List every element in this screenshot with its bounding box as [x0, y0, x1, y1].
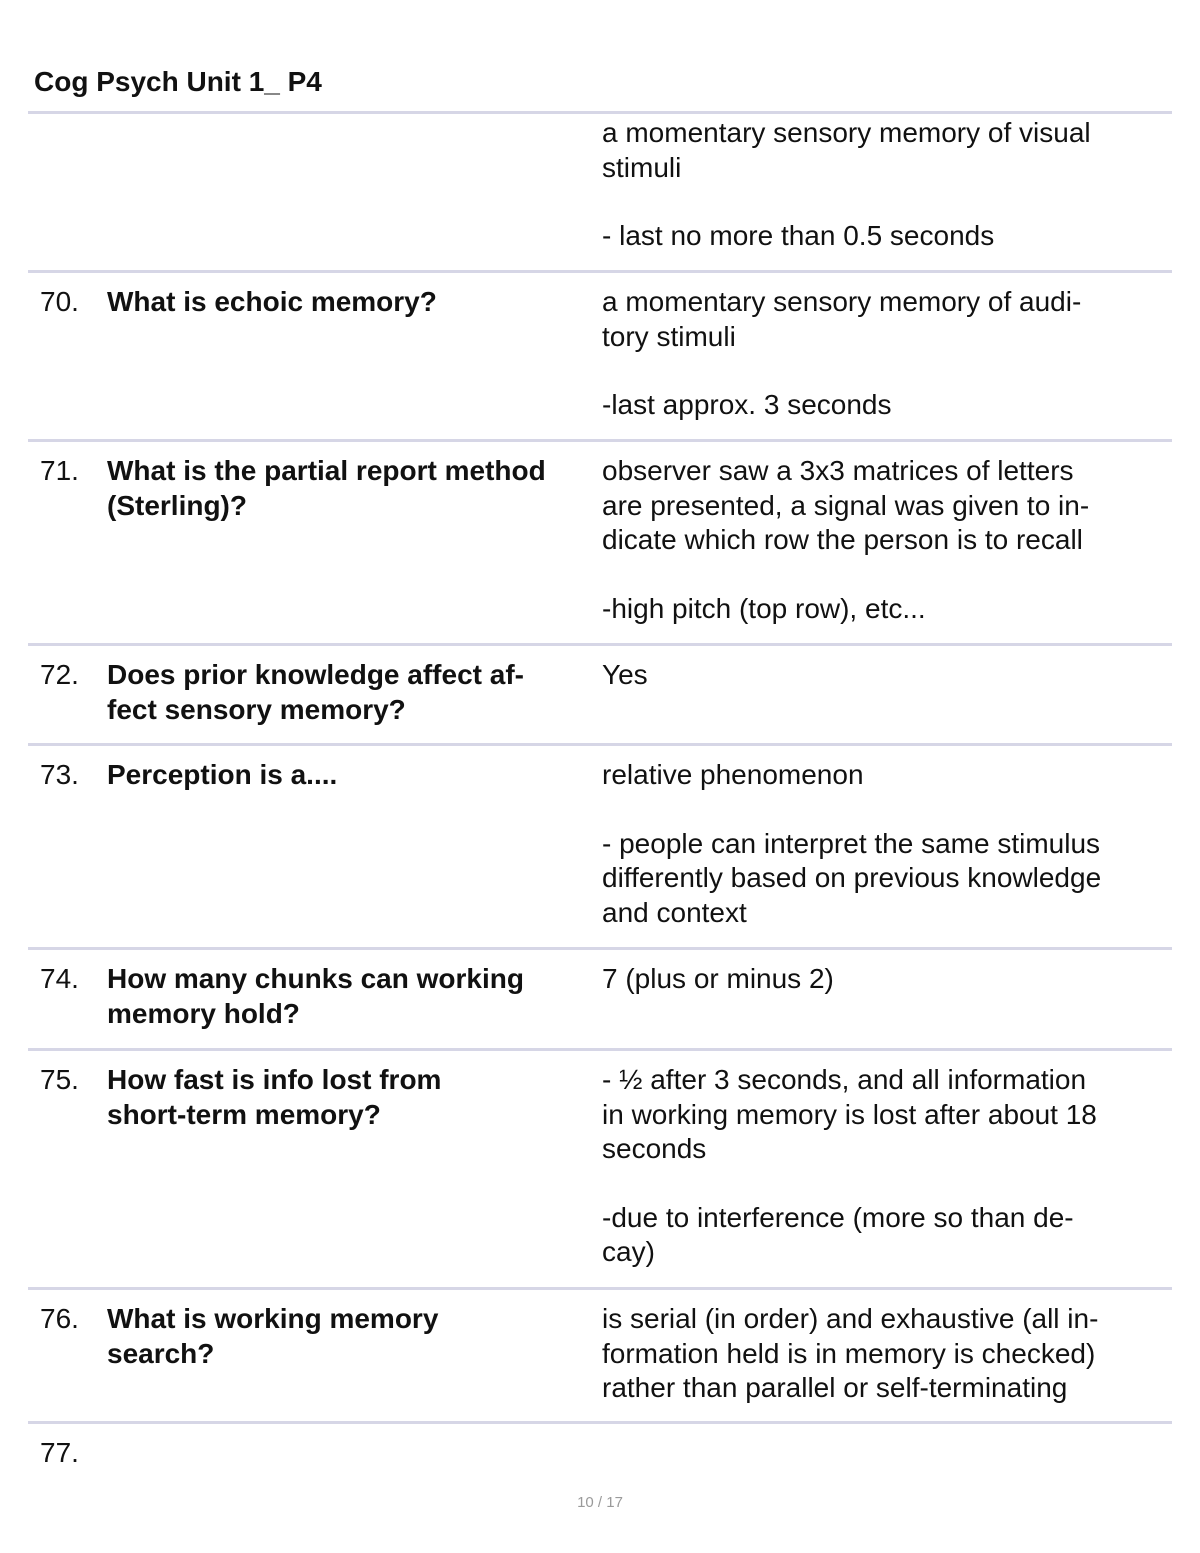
card-number: 70. [40, 286, 79, 317]
definition-paragraph: 7 (plus or minus 2) [602, 963, 834, 994]
card-definition [602, 454, 1164, 626]
card-term: How many chunks can working memory hold? [107, 963, 524, 1029]
card-term: Perception is a.... [107, 759, 338, 790]
card-number: 74. [40, 963, 79, 994]
definition-paragraph: Yes [602, 659, 648, 690]
card-term: How fast is info lost from short-term memory? [107, 1064, 442, 1130]
divider [28, 1287, 1172, 1290]
card-term: What is the partial report method (Sterling)? [107, 455, 546, 521]
definition-paragraph: - ½ after 3 seconds, and all information in working memory is lost after about 18 seconds [602, 1064, 1097, 1164]
card-number: 71. [40, 455, 79, 486]
divider [28, 439, 1172, 442]
divider [28, 643, 1172, 646]
divider [28, 947, 1172, 950]
definition-paragraph: - people can interpret the same stimulus differently based on previous knowledge and context [602, 827, 1102, 928]
card-term: What is echoic memory? [107, 286, 437, 317]
card-term: What is working memory search? [107, 1303, 439, 1369]
divider [28, 1421, 1172, 1424]
card-definition [602, 758, 1164, 930]
card-number: 72. [40, 659, 79, 690]
definition-paragraph: observer saw a 3x3 matrices of letters are presented, a signal was given to in- dicate which row the person is to recall [602, 455, 1090, 555]
definition-paragraph: a momentary sensory memory of audi- tory stimuli [602, 286, 1082, 352]
divider [28, 743, 1172, 746]
definition-paragraph: -due to interference (more so than de- cay) [602, 1201, 1074, 1267]
card-term: Does prior knowledge affect af- fect sensory memory? [107, 659, 524, 725]
card-number: 77. [40, 1437, 79, 1468]
definition-paragraph: - last no more than 0.5 seconds [602, 220, 995, 251]
page-title: Cog Psych Unit 1_ P4 [34, 66, 322, 97]
card-number: 76. [40, 1303, 79, 1334]
divider [28, 1048, 1172, 1051]
card-definition [602, 1063, 1164, 1270]
definition-paragraph: relative phenomenon [602, 759, 864, 790]
definition-paragraph: a momentary sensory memory of visual stimuli [602, 117, 1091, 183]
card-definition [602, 1302, 1164, 1406]
card-definition [602, 116, 1164, 254]
card-definition [602, 962, 1164, 997]
definition-paragraph: -last approx. 3 seconds [602, 389, 892, 420]
page-indicator: 10 / 17 [577, 1494, 623, 1511]
definition-paragraph: is serial (in order) and exhaustive (all in- formation held is in memory is checked) rather than parallel or self-terminating [602, 1303, 1099, 1403]
card-definition [602, 658, 1164, 693]
card-number: 75. [40, 1064, 79, 1095]
card-number: 73. [40, 759, 79, 790]
definition-paragraph: -high pitch (top row), etc... [602, 592, 926, 624]
divider [28, 111, 1172, 114]
divider [28, 270, 1172, 273]
card-definition [602, 285, 1164, 423]
